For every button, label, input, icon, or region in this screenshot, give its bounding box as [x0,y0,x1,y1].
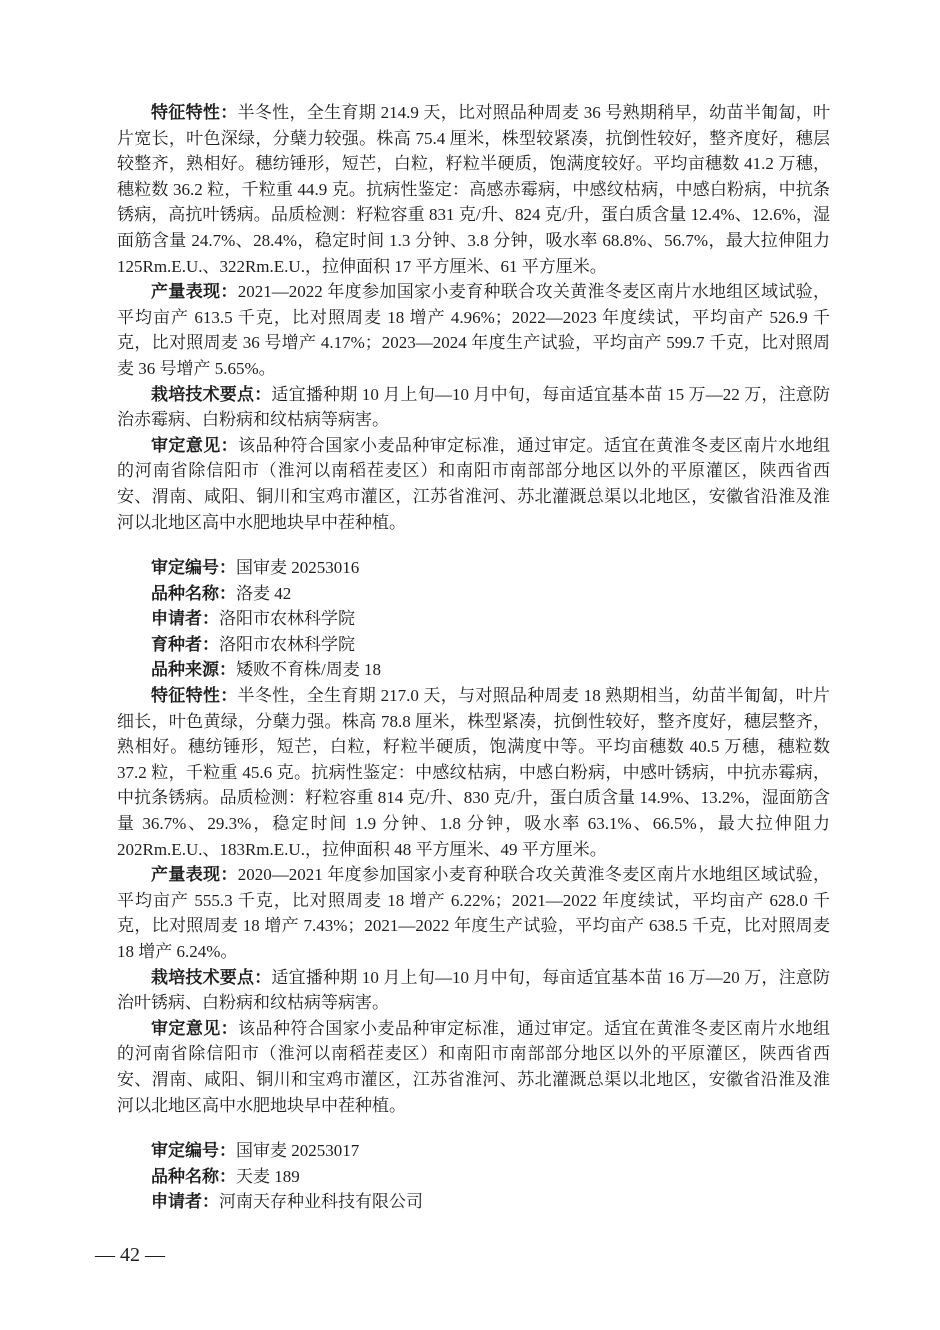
field-text: 适宜播种期 10 月上旬—10 月中旬，每亩适宜基本苗 15 万—22 万，注意防治赤霉病、白粉病和纹枯病等病害。 [117,384,831,430]
field-text: 半冬性，全生育期 217.0 天，与对照品种周麦 18 熟期相当，幼苗半匍匐，叶片细长，叶色黄绿，分蘖力强。株高 78.8 厘米，株型紧凑，抗倒性较好，整齐度好，穗层整齐，熟相好。穗纺锤形，短芒，白粒，籽粒半硬质，饱满度中等。平均亩穗数 40.5 万穗，穗粒数 37.2 粒，千粒重 45.6 克。抗病性鉴定：中感纹枯病，中感白粉病，中感叶锈病，中抗赤霉病，中抗条锈病。品质检测：籽粒容重 814 克/升、830 克/升，蛋白质含量 14.9%、13.2%，湿面筋含量 36.7%、29.3%，稳定时间 1.9 分钟、1.8 分钟，吸水率 63.1%、66.5%，最大拉伸阻力 202Rm.E.U.、183Rm.E.U.，拉伸面积 48 平方厘米、49 平方厘米。 [117,686,830,859]
variety-block-tianmai-189 [117,1138,830,1215]
section-spacer [117,1118,830,1138]
paragraph [117,1138,830,1164]
paragraph [117,606,830,632]
paragraph [117,1189,830,1215]
field-text: 河南天存种业科技有限公司 [219,1192,423,1212]
field-label: 审定编号： [151,1141,236,1161]
field-text: 洛阳市农林科学院 [219,609,355,629]
field-text: 适宜播种期 10 月上旬—10 月中旬，每亩适宜基本苗 16 万—20 万，注意防治叶锈病、白粉病和纹枯病等病害。 [117,967,831,1013]
field-label: 品种名称： [151,583,236,603]
paragraph [117,581,830,607]
document-body [117,100,830,1215]
field-text: 2020—2021 年度参加国家小麦育种联合攻关黄淮冬麦区南片水地组区域试验，平均亩产 555.3 千克，比对照周麦 18 增产 6.22%；2021—2022 年度续试，平均亩产 628.0 千克，比对照周麦 18 增产 7.43%；2021—2022 年度生产试验，平均亩产 638.5 千克，比对照周麦 18 增产 6.24%。 [117,865,831,961]
field-text: 洛麦 42 [236,583,292,603]
field-label: 申请者： [151,609,219,629]
field-label: 审定编号： [151,558,236,578]
field-label: 特征特性： [151,686,238,706]
field-label: 栽培技术要点： [151,384,272,404]
paragraph [117,862,830,964]
field-text: 该品种符合国家小麦品种审定标准，通过审定。适宜在黄淮冬麦区南片水地组的河南省除信阳市（淮河以南稻茬麦区）和南阳市南部部分地区以外的平原灌区，陕西省西安、渭南、咸阳、铜川和宝鸡市灌区，江苏省淮河、苏北灌溉总渠以北地区，安徽省沿淮及淮河以北地区高中水肥地块早中茬种植。 [117,1018,831,1115]
paragraph [117,1164,830,1190]
field-text: 2021—2022 年度参加国家小麦育种联合攻关黄淮冬麦区南片水地组区域试验，平均亩产 613.5 千克，比对照周麦 18 增产 4.96%；2022—2023 年度续试，平均亩产 526.9 千克，比对照周麦 36 号增产 4.17%；2023—2024 年度生产试验，平均亩产 599.7 千克，比对照周麦 36 号增产 5.65%。 [117,282,831,378]
field-text: 洛阳市农林科学院 [219,634,355,654]
field-label: 品种名称： [151,1166,236,1186]
field-label: 特征特性： [151,103,238,122]
paragraph [117,555,830,581]
paragraph [117,632,830,658]
field-label: 品种来源： [151,660,236,680]
paragraph [117,683,830,862]
field-label: 产量表现： [151,865,238,885]
paragraph [117,657,830,683]
section-spacer [117,535,830,555]
paragraph [117,965,830,1016]
field-label: 栽培技术要点： [151,967,272,987]
field-text: 国审麦 20253017 [236,1141,360,1161]
field-text: 矮败不育株/周麦 18 [236,660,381,680]
paragraph [117,100,830,279]
field-text: 国审麦 20253016 [236,558,360,578]
field-text: 半冬性，全生育期 214.9 天，比对照品种周麦 36 号熟期稍早，幼苗半匍匐，叶片宽长，叶色深绿，分蘖力较强。株高 75.4 厘米，株型较紧凑，抗倒性较好，整齐度好，穗层较整齐，熟相好。穗纺锤形，短芒，白粒，籽粒半硬质，饱满度较好。平均亩穗数 41.2 万穗，穗粒数 36.2 粒，千粒重 44.9 克。抗病性鉴定：高感赤霉病，中感纹枯病，中感白粉病，中抗条锈病，高抗叶锈病。品质检测：籽粒容重 831 克/升、824 克/升，蛋白质含量 12.4%、12.6%，湿面筋含量 24.7%、28.4%，稳定时间 1.3 分钟、3.8 分钟，吸水率 68.8%、56.7%，最大拉伸阻力 125Rm.E.U.、322Rm.E.U.，拉伸面积 17 平方厘米、61 平方厘米。 [117,103,830,276]
field-label: 产量表现： [151,282,238,302]
field-label: 审定意见： [151,1018,239,1038]
field-text: 天麦 189 [236,1166,300,1186]
field-label: 育种者： [151,634,219,654]
paragraph [117,382,830,433]
page-number: — 42 — [95,1244,165,1266]
paragraph [117,279,830,381]
variety-block-luomai-42 [117,555,830,1118]
field-label: 审定意见： [151,435,239,455]
paragraph [117,433,830,535]
paragraph [117,1016,830,1118]
field-label: 申请者： [151,1192,219,1212]
field-text: 该品种符合国家小麦品种审定标准，通过审定。适宜在黄淮冬麦区南片水地组的河南省除信阳市（淮河以南稻茬麦区）和南阳市南部部分地区以外的平原灌区，陕西省西安、渭南、咸阳、铜川和宝鸡市灌区，江苏省淮河、苏北灌溉总渠以北地区，安徽省沿淮及淮河以北地区高中水肥地块早中茬种植。 [117,435,831,532]
variety-block-continued [117,100,830,535]
